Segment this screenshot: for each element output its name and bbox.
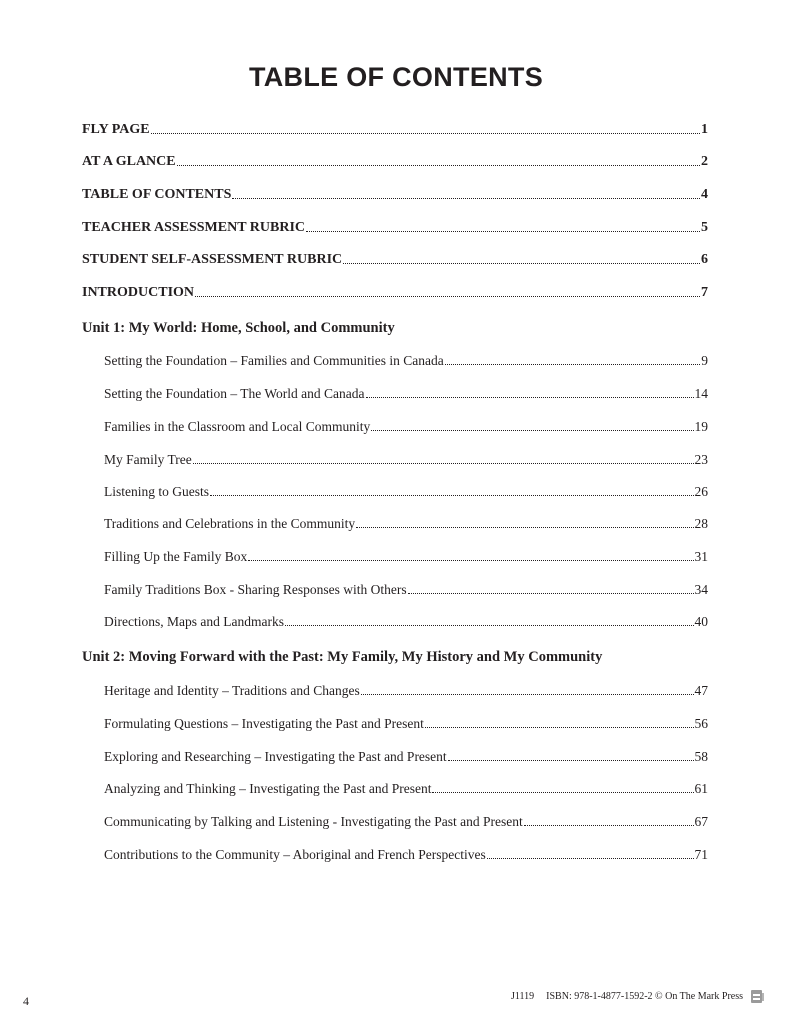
toc-entry-teacher-assessment-rubric[interactable] xyxy=(82,220,708,236)
toc-entry-label: Filling Up the Family Box xyxy=(104,549,248,564)
toc-entry[interactable] xyxy=(104,716,708,732)
toc-entry[interactable] xyxy=(104,419,708,435)
toc-entry-page: 67 xyxy=(694,814,708,829)
toc-entry-label: Formulating Questions – Investigating the Past and Present xyxy=(104,716,424,731)
page-title: TABLE OF CONTENTS xyxy=(248,62,544,92)
toc-entry-label: FLY PAGE xyxy=(82,122,150,137)
toc-entry[interactable] xyxy=(104,549,708,565)
dot-leader xyxy=(356,527,693,528)
dot-leader xyxy=(306,231,700,232)
toc-entry-label: Setting the Foundation – The World and Canada xyxy=(104,386,365,401)
toc-entry-page: 56 xyxy=(694,716,708,731)
toc-entry-fly-page[interactable] xyxy=(82,122,708,138)
toc-entry-label: TABLE OF CONTENTS xyxy=(82,187,232,202)
unit-1-heading: Unit 1: My World: Home, School, and Community xyxy=(82,320,395,336)
toc-entry-page: 26 xyxy=(694,484,708,499)
toc-entry-page: 40 xyxy=(694,614,708,629)
toc-entry-page: 19 xyxy=(694,419,708,434)
toc-entry-label: STUDENT SELF-ASSESSMENT RUBRIC xyxy=(82,252,343,267)
toc-entry-page: 58 xyxy=(694,749,708,764)
toc-entry-page: 34 xyxy=(694,582,708,597)
toc-entry[interactable] xyxy=(104,749,708,765)
toc-entry-page: 9 xyxy=(701,353,708,368)
toc-entry-table-of-contents[interactable] xyxy=(82,187,708,203)
toc-entry-page: 7 xyxy=(701,285,708,300)
dot-leader xyxy=(524,825,694,826)
toc-entry[interactable] xyxy=(104,386,708,402)
dot-leader xyxy=(193,463,694,464)
toc-entry[interactable] xyxy=(104,781,708,797)
toc-entry-label: Listening to Guests xyxy=(104,484,209,499)
toc-entry[interactable] xyxy=(104,452,708,468)
toc-entry-introduction[interactable] xyxy=(82,285,708,301)
dot-leader xyxy=(487,858,694,859)
footer xyxy=(511,990,764,1003)
dot-leader xyxy=(408,593,694,594)
toc-entry[interactable] xyxy=(104,516,708,532)
toc-entry[interactable] xyxy=(104,353,708,369)
dot-leader xyxy=(361,694,694,695)
toc-entry-label: Family Traditions Box - Sharing Responses with Others xyxy=(104,582,407,597)
toc-entry-label: Heritage and Identity – Traditions and Changes xyxy=(104,683,360,698)
page-number: 4 xyxy=(23,994,29,1008)
dot-leader xyxy=(210,495,694,496)
toc-entry-label: Communicating by Talking and Listening - Investigating the Past and Present xyxy=(104,814,523,829)
toc-entry-label: Directions, Maps and Landmarks xyxy=(104,614,284,629)
product-code: J1119 xyxy=(511,991,535,1002)
toc-entry-label: Setting the Foundation – Families and Communities in Canada xyxy=(104,353,444,368)
dot-leader xyxy=(195,296,700,297)
toc-entry-label: INTRODUCTION xyxy=(82,285,195,300)
toc-entry-page: 31 xyxy=(694,549,708,564)
dot-leader xyxy=(285,625,694,626)
toc-entry[interactable] xyxy=(104,814,708,830)
toc-entry[interactable] xyxy=(104,582,708,598)
toc-entry-page: 5 xyxy=(701,220,708,235)
toc-entry-label: Analyzing and Thinking – Investigating the Past and Present xyxy=(104,781,432,796)
isbn-copyright: ISBN: 978-1-4877-1592-2 © On The Mark Press xyxy=(546,991,743,1002)
toc-entry-label: Contributions to the Community – Aboriginal and French Perspectives xyxy=(104,847,486,862)
toc-entry-label: AT A GLANCE xyxy=(82,154,176,169)
toc-entry-page: 6 xyxy=(701,252,708,267)
dot-leader xyxy=(448,760,694,761)
on-the-mark-press-logo-icon xyxy=(751,990,764,1003)
toc-entry-at-a-glance[interactable] xyxy=(82,154,708,170)
toc-entry-page: 47 xyxy=(694,683,708,698)
toc-entry-label: My Family Tree xyxy=(104,452,192,467)
toc-entry-page: 4 xyxy=(701,187,708,202)
dot-leader xyxy=(232,198,700,199)
dot-leader xyxy=(371,430,693,431)
toc-entry-label: TEACHER ASSESSMENT RUBRIC xyxy=(82,220,306,235)
unit-2-heading: Unit 2: Moving Forward with the Past: My Family, My History and My Community xyxy=(82,649,603,665)
dot-leader xyxy=(445,364,701,365)
toc-entry-page: 2 xyxy=(701,154,708,169)
toc-entry[interactable] xyxy=(104,484,708,500)
dot-leader xyxy=(425,727,694,728)
toc-entry-page: 28 xyxy=(694,516,708,531)
dot-leader xyxy=(151,133,700,134)
toc-entry-label: Families in the Classroom and Local Community xyxy=(104,419,371,434)
toc-entry-label: Traditions and Celebrations in the Community xyxy=(104,516,356,531)
toc-entry[interactable] xyxy=(104,683,708,699)
toc-entry-page: 23 xyxy=(694,452,708,467)
dot-leader xyxy=(248,560,693,561)
toc-entry-page: 71 xyxy=(694,847,708,862)
toc-entry-student-self-assessment-rubric[interactable] xyxy=(82,252,708,268)
toc-entry[interactable] xyxy=(104,614,708,630)
toc-entry-page: 14 xyxy=(694,386,708,401)
toc-entry[interactable] xyxy=(104,847,708,863)
toc-entry-page: 61 xyxy=(694,781,708,796)
toc-entry-label: Exploring and Researching – Investigating the Past and Present xyxy=(104,749,447,764)
dot-leader xyxy=(366,397,694,398)
dot-leader xyxy=(343,263,700,264)
toc-entry-page: 1 xyxy=(701,122,708,137)
dot-leader xyxy=(432,792,693,793)
dot-leader xyxy=(177,165,700,166)
